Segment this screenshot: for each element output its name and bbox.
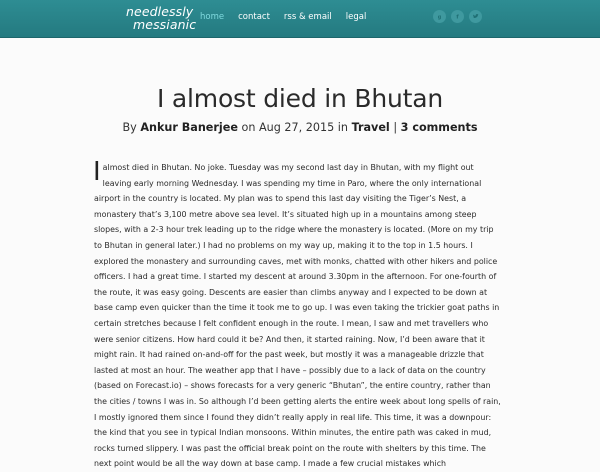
main-nav	[200, 12, 380, 22]
google-plus-icon[interactable]	[433, 10, 446, 23]
drop-cap: I	[93, 157, 101, 187]
post-body	[93, 157, 502, 472]
facebook-icon[interactable]	[451, 10, 464, 23]
nav-legal-link[interactable]: legal	[345, 12, 367, 22]
twitter-icon[interactable]	[469, 10, 482, 23]
svg-text:f: f	[456, 14, 459, 21]
logo-line-1: needlessly	[126, 4, 194, 19]
meta-separator: |	[393, 121, 398, 134]
logo-line-2: messianic	[133, 17, 197, 32]
nav-contact-link[interactable]: contact	[238, 12, 270, 22]
meta-on: on	[241, 121, 256, 134]
top-navigation-bar	[0, 0, 600, 38]
post-author-link[interactable]: Ankur Banerjee	[140, 121, 238, 134]
post-date: Aug 27, 2015	[259, 121, 335, 134]
post-body-text: almost died in Bhutan. No joke. Tuesday was my second last day in Bhutan, with my flight out leaving early morning Wednesday. I was spending my time in Paro, where the only international airport in the country is located. My plan was to spend this last day visiting the Tiger’s Nest, a monastery that’s 3,100 metre above sea level. It’s situated high up in a mountains among steep slopes, with a 2-3 hour trek leading up to the ridge where the monastery is located. (More on my trip to Bhutan in general later.) I had no problems on my way up, making it to the top in 1.5 hours. I explored the monastery and surrounding caves, met with monks, chatted with other hikers and police officers. I had a great time. I started my descent at around 3.30pm in the afternoon. For one-fourth of the route, it was easy going. Descents are easier than climbs anyway and I expected to be down at base camp even quicker than the time it took me to go up. I was even taking the trickier goat paths in certain stretches because I felt confident enough in the route. I mean, I saw and met travellers who were senior citizens. How hard could it be? And then, it started raining. Now, I’d been aware that it might rain. It had rained on-and-off for the past week, but mostly it was a manageable drizzle that lasted at most an hour. The weather app that I have – possibly due to a lack of data on the country (based on Forecast.io) – shows forecasts for a very generic “Bhutan”, the entire country, rather than the cities / towns I was in. So although I’d been getting alerts the entire week about long spells of rain, I mostly ignored them since I found they didn’t really apply in real life. This time, it was a downpour: the kind that you see in typical Indian monsoons. Within minutes, the entire path was caked in mud, rocks turned slippery. I was past the official break point on the route with shelters by this time. The next point would be all the way down at base camp. I made a few crucial mistakes which	[94, 163, 501, 469]
post-comments-link[interactable]: 3 comments	[400, 121, 478, 134]
meta-in: in	[337, 121, 348, 134]
post-meta	[0, 121, 600, 134]
svg-text:g: g	[437, 14, 442, 21]
social-links	[433, 10, 487, 23]
nav-rss-email-link[interactable]: rss & email	[283, 12, 332, 22]
meta-by: By	[122, 121, 137, 134]
post-title: I almost died in Bhutan	[157, 84, 443, 113]
nav-home-link[interactable]: home	[200, 12, 225, 22]
post-category-link[interactable]: Travel	[351, 121, 390, 134]
site-logo[interactable]	[126, 5, 196, 31]
